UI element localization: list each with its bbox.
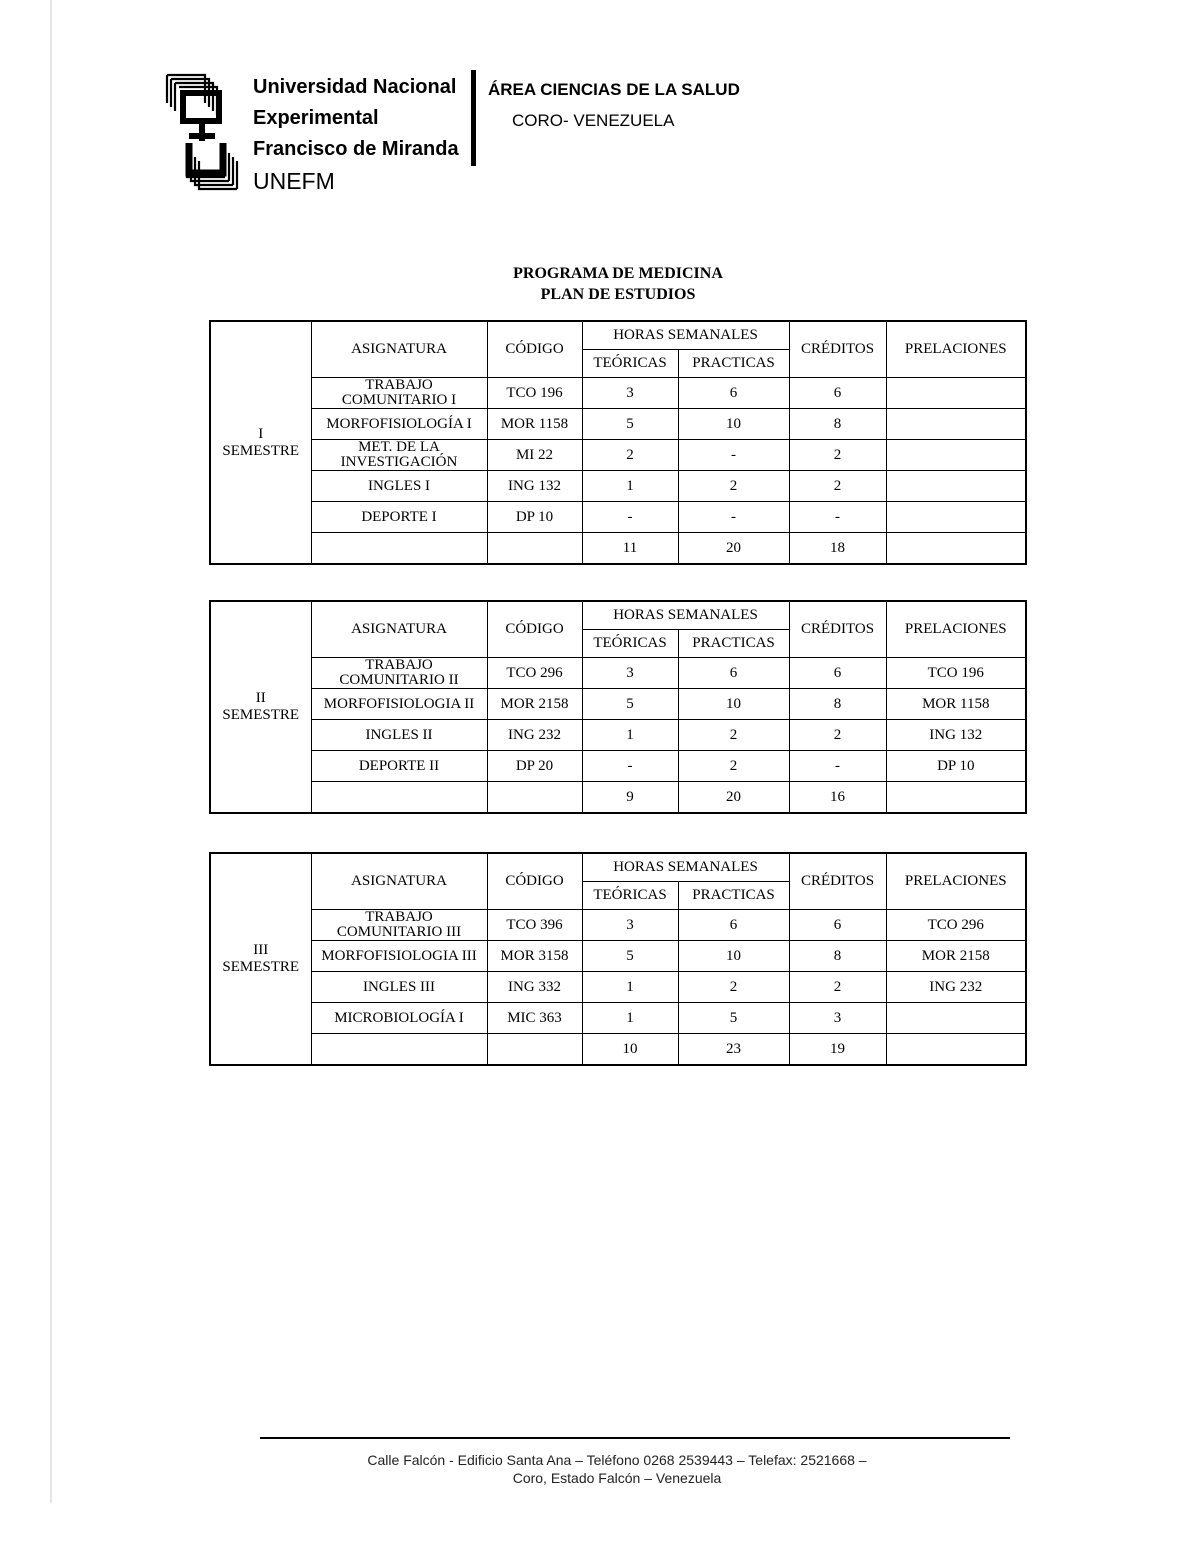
cell-creditos: 3 — [789, 1003, 886, 1034]
cell-asignatura: DEPORTE II — [311, 751, 487, 782]
cell-codigo: MI 22 — [487, 440, 582, 471]
column-header-prelaciones: PRELACIONES — [886, 853, 1026, 910]
unefm-logo-icon — [165, 73, 239, 191]
university-line-2: Experimental — [253, 107, 379, 129]
total-teoricas: 9 — [582, 782, 678, 814]
column-header-teoricas: TEÓRICAS — [582, 882, 678, 910]
total-creditos: 18 — [789, 533, 886, 565]
cell-prelaciones: ING 132 — [886, 720, 1026, 751]
cell-codigo: TCO 396 — [487, 910, 582, 941]
cell-creditos: - — [789, 502, 886, 533]
cell-creditos: 2 — [789, 972, 886, 1003]
cell-teoricas: 3 — [582, 910, 678, 941]
cell-teoricas: 5 — [582, 409, 678, 440]
cell-creditos: 2 — [789, 720, 886, 751]
table-row — [210, 378, 1026, 409]
column-header-horas: HORAS SEMANALES — [582, 853, 789, 882]
cell-prelaciones: MOR 2158 — [886, 941, 1026, 972]
cell-codigo-empty — [487, 533, 582, 565]
semester-label — [210, 601, 311, 813]
column-header-asignatura: ASIGNATURA — [311, 321, 487, 378]
total-creditos: 16 — [789, 782, 886, 814]
table-row — [210, 1003, 1026, 1034]
cell-asignatura: TRABAJO COMUNITARIO I — [311, 378, 487, 409]
cell-teoricas: 1 — [582, 972, 678, 1003]
cell-prelaciones — [886, 409, 1026, 440]
cell-prelaciones: DP 10 — [886, 751, 1026, 782]
column-header-prelaciones: PRELACIONES — [886, 321, 1026, 378]
cell-practicas: 2 — [678, 751, 789, 782]
university-name — [253, 72, 459, 197]
cell-creditos: 2 — [789, 471, 886, 502]
cell-asignatura: TRABAJO COMUNITARIO III — [311, 910, 487, 941]
cell-asignatura: MICROBIOLOGÍA I — [311, 1003, 487, 1034]
cell-creditos: 8 — [789, 409, 886, 440]
cell-creditos: 6 — [789, 658, 886, 689]
cell-teoricas: 3 — [582, 658, 678, 689]
semester-label-line: SEMESTRE — [222, 707, 300, 723]
cell-prelaciones: ING 232 — [886, 972, 1026, 1003]
cell-practicas: 6 — [678, 658, 789, 689]
column-header-asignatura: ASIGNATURA — [311, 601, 487, 658]
column-header-creditos: CRÉDITOS — [789, 853, 886, 910]
column-header-creditos: CRÉDITOS — [789, 601, 886, 658]
cell-asignatura: DEPORTE I — [311, 502, 487, 533]
cell-codigo: DP 20 — [487, 751, 582, 782]
cell-codigo: ING 332 — [487, 972, 582, 1003]
semester-label-line: II — [255, 690, 266, 706]
cell-asignatura: MET. DE LA INVESTIGACIÓN — [311, 440, 487, 471]
cell-practicas: 6 — [678, 378, 789, 409]
cell-creditos: 2 — [789, 440, 886, 471]
cell-codigo: ING 232 — [487, 720, 582, 751]
total-teoricas: 11 — [582, 533, 678, 565]
cell-codigo: TCO 296 — [487, 658, 582, 689]
column-header-horas: HORAS SEMANALES — [582, 601, 789, 630]
cell-codigo: ING 132 — [487, 471, 582, 502]
semester-label — [210, 321, 311, 564]
cell-prelaciones: TCO 296 — [886, 910, 1026, 941]
cell-teoricas: 1 — [582, 1003, 678, 1034]
table-row — [210, 972, 1026, 1003]
header-divider — [471, 70, 476, 166]
table-row — [210, 720, 1026, 751]
cell-practicas: 10 — [678, 941, 789, 972]
cell-codigo: MOR 2158 — [487, 689, 582, 720]
cell-practicas: 2 — [678, 720, 789, 751]
footer — [0, 1451, 1200, 1487]
cell-asignatura: MORFOFISIOLOGÍA I — [311, 409, 487, 440]
cell-codigo: MOR 3158 — [487, 941, 582, 972]
cell-asignatura: TRABAJO COMUNITARIO II — [311, 658, 487, 689]
area-block — [488, 74, 740, 136]
cell-codigo: MIC 363 — [487, 1003, 582, 1034]
table-row — [210, 689, 1026, 720]
cell-prelaciones-empty — [886, 782, 1026, 814]
semester-label — [210, 853, 311, 1065]
cell-practicas: 2 — [678, 471, 789, 502]
cell-prelaciones: TCO 196 — [886, 658, 1026, 689]
cell-practicas: - — [678, 502, 789, 533]
footer-rule — [260, 1437, 1010, 1439]
table-row — [210, 502, 1026, 533]
table-row — [210, 409, 1026, 440]
cell-practicas: - — [678, 440, 789, 471]
table-row — [210, 910, 1026, 941]
table-row — [210, 751, 1026, 782]
semester-table — [209, 852, 1027, 1066]
cell-teoricas: 2 — [582, 440, 678, 471]
university-acronym: UNEFM — [253, 168, 335, 194]
cell-codigo: TCO 196 — [487, 378, 582, 409]
cell-teoricas: - — [582, 751, 678, 782]
total-teoricas: 10 — [582, 1034, 678, 1066]
semester-label-line: III — [253, 942, 269, 958]
cell-practicas: 10 — [678, 409, 789, 440]
cell-creditos: 6 — [789, 910, 886, 941]
semester-table — [209, 320, 1027, 565]
totals-row — [210, 1034, 1026, 1066]
cell-prelaciones: MOR 1158 — [886, 689, 1026, 720]
cell-prelaciones-empty — [886, 533, 1026, 565]
column-header-codigo: CÓDIGO — [487, 601, 582, 658]
cell-prelaciones — [886, 440, 1026, 471]
cell-prelaciones — [886, 1003, 1026, 1034]
cell-asignatura: INGLES I — [311, 471, 487, 502]
area-city: CORO- VENEZUELA — [512, 111, 675, 130]
cell-practicas: 5 — [678, 1003, 789, 1034]
column-header-teoricas: TEÓRICAS — [582, 350, 678, 378]
column-header-practicas: PRACTICAS — [678, 882, 789, 910]
cell-teoricas: - — [582, 502, 678, 533]
cell-codigo-empty — [487, 1034, 582, 1066]
cell-asignatura: MORFOFISIOLOGIA II — [311, 689, 487, 720]
document-title — [0, 263, 1200, 305]
table-row — [210, 440, 1026, 471]
area-name: ÁREA CIENCIAS DE LA SALUD — [488, 80, 740, 99]
column-header-practicas: PRACTICAS — [678, 630, 789, 658]
column-header-horas: HORAS SEMANALES — [582, 321, 789, 350]
cell-asignatura: MORFOFISIOLOGIA III — [311, 941, 487, 972]
cell-prelaciones — [886, 378, 1026, 409]
total-practicas: 20 — [678, 533, 789, 565]
cell-creditos: - — [789, 751, 886, 782]
cell-practicas: 2 — [678, 972, 789, 1003]
footer-address: Calle Falcón - Edificio Santa Ana – Teléfono 0268 2539443 – Telefax: 2521668 – — [367, 1452, 867, 1468]
cell-codigo-empty — [487, 782, 582, 814]
university-line-3: Francisco de Miranda — [253, 138, 459, 160]
column-header-teoricas: TEÓRICAS — [582, 630, 678, 658]
cell-teoricas: 1 — [582, 471, 678, 502]
cell-teoricas: 1 — [582, 720, 678, 751]
cell-asignatura-empty — [311, 533, 487, 565]
cell-prelaciones-empty — [886, 1034, 1026, 1066]
cell-codigo: DP 10 — [487, 502, 582, 533]
column-header-practicas: PRACTICAS — [678, 350, 789, 378]
semester-label-line: SEMESTRE — [222, 442, 300, 459]
table-row — [210, 471, 1026, 502]
column-header-prelaciones: PRELACIONES — [886, 601, 1026, 658]
title-plan: PLAN DE ESTUDIOS — [540, 286, 696, 303]
cell-creditos: 8 — [789, 941, 886, 972]
cell-prelaciones — [886, 471, 1026, 502]
cell-teoricas: 5 — [582, 689, 678, 720]
footer-city: Coro, Estado Falcón – Venezuela — [512, 1470, 722, 1486]
cell-creditos: 8 — [789, 689, 886, 720]
cell-teoricas: 3 — [582, 378, 678, 409]
total-practicas: 23 — [678, 1034, 789, 1066]
university-line-1: Universidad Nacional — [253, 76, 457, 98]
table-row — [210, 658, 1026, 689]
column-header-creditos: CRÉDITOS — [789, 321, 886, 378]
cell-asignatura-empty — [311, 782, 487, 814]
column-header-codigo: CÓDIGO — [487, 853, 582, 910]
cell-practicas: 10 — [678, 689, 789, 720]
table-row — [210, 941, 1026, 972]
column-header-codigo: CÓDIGO — [487, 321, 582, 378]
title-program: PROGRAMA DE MEDICINA — [513, 265, 723, 282]
total-creditos: 19 — [789, 1034, 886, 1066]
cell-practicas: 6 — [678, 910, 789, 941]
cell-creditos: 6 — [789, 378, 886, 409]
semester-label-line: I — [258, 425, 264, 442]
cell-asignatura-empty — [311, 1034, 487, 1066]
semester-table — [209, 600, 1027, 814]
cell-asignatura: INGLES III — [311, 972, 487, 1003]
cell-asignatura: INGLES II — [311, 720, 487, 751]
totals-row — [210, 782, 1026, 814]
semester-label-line: SEMESTRE — [222, 959, 300, 975]
totals-row — [210, 533, 1026, 565]
cell-prelaciones — [886, 502, 1026, 533]
column-header-asignatura: ASIGNATURA — [311, 853, 487, 910]
page-edge — [50, 0, 52, 1503]
total-practicas: 20 — [678, 782, 789, 814]
cell-codigo: MOR 1158 — [487, 409, 582, 440]
cell-teoricas: 5 — [582, 941, 678, 972]
